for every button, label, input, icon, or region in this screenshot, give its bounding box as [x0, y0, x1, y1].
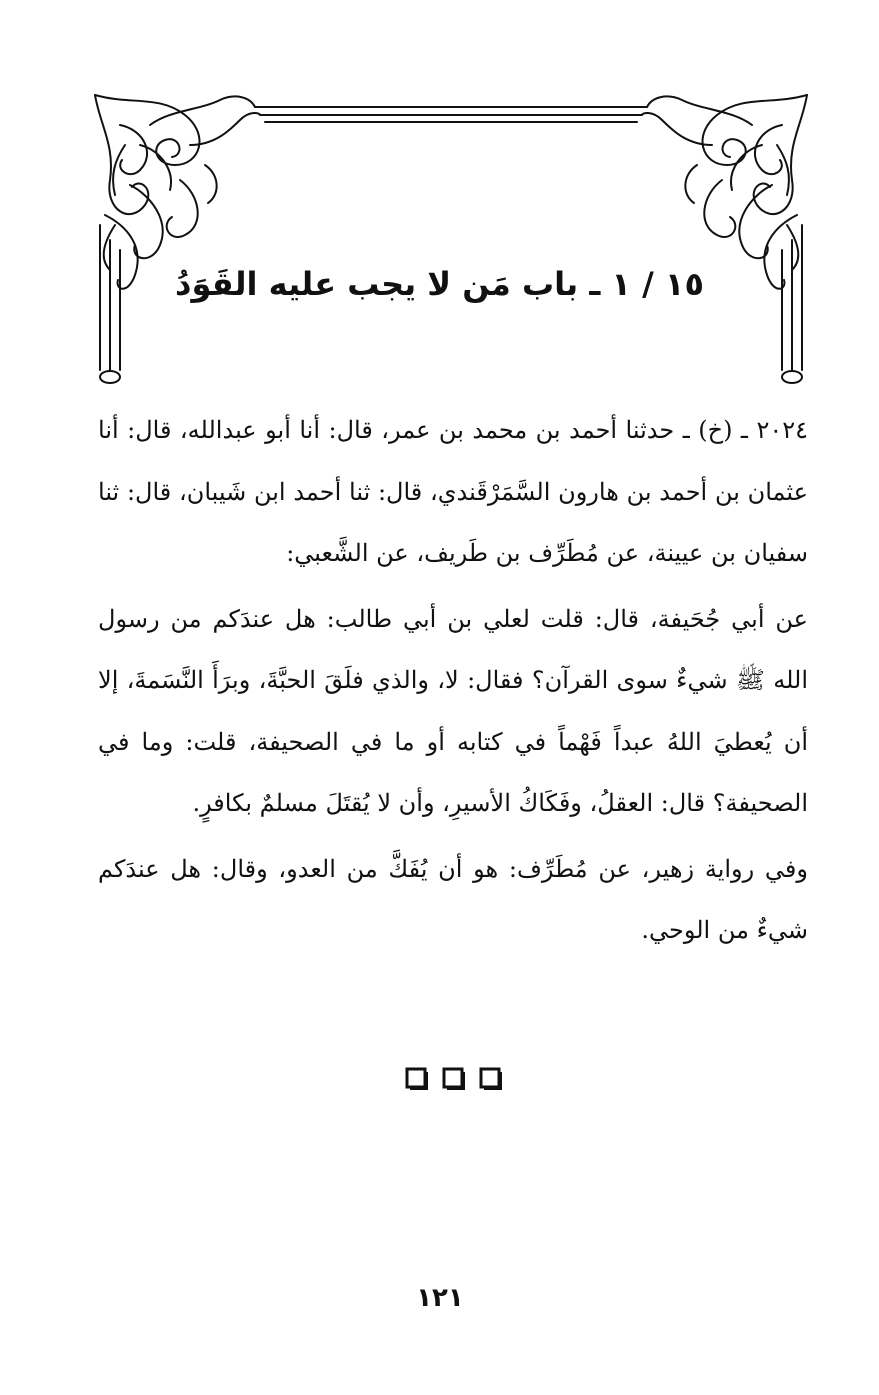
page-number: ١٢١	[416, 1283, 464, 1313]
ornamental-frame	[90, 85, 812, 390]
chapter-title: ١٥ / ١ ـ باب مَن لا يجب عليه القَوَدُ	[175, 265, 704, 303]
hadith-paragraph-isnad: ٢٠٢٤ ـ (خ) ـ حدثنا أحمد بن محمد بن عمر، قال: أنا أبو عبدالله، قال: أنا عثمان بن أحمد بن هارون السَّمَرْقَندي، قال: ثنا أحمد ابن شَيبان، قال: ثنا سفيان بن عيينة، عن مُطَرِّف بن طَريف، عن الشَّعبي:	[98, 416, 808, 567]
section-end-squares-icon	[400, 1064, 510, 1094]
hadith-paragraph-matn: عن أبي جُحَيفة، قال: قلت لعلي بن أبي طالب: هل عندَكم من رسول الله ﷺ شيءٌ سوى القرآن؟ فقال: لا، والذي فلَقَ الحبَّةَ، وبرَأَ النَّسَمةَ، إلا أن يُعطيَ اللهُ عبداً فَهْماً في كتابه أو ما في الصحيفة، قلت: وما في الصحيفة؟ قال: العقلُ، وفَكَاكُ الأسيرِ، وأن لا يُقتَلَ مسلمٌ بكافرٍ.	[98, 604, 808, 817]
hadith-text	[98, 400, 808, 962]
hadith-paragraph-variant: وفي رواية زهير، عن مُطَرِّف: هو أن يُفَكَّ من العدو، وقال: هل عندَكم شيءٌ من الوحي.	[98, 854, 808, 944]
